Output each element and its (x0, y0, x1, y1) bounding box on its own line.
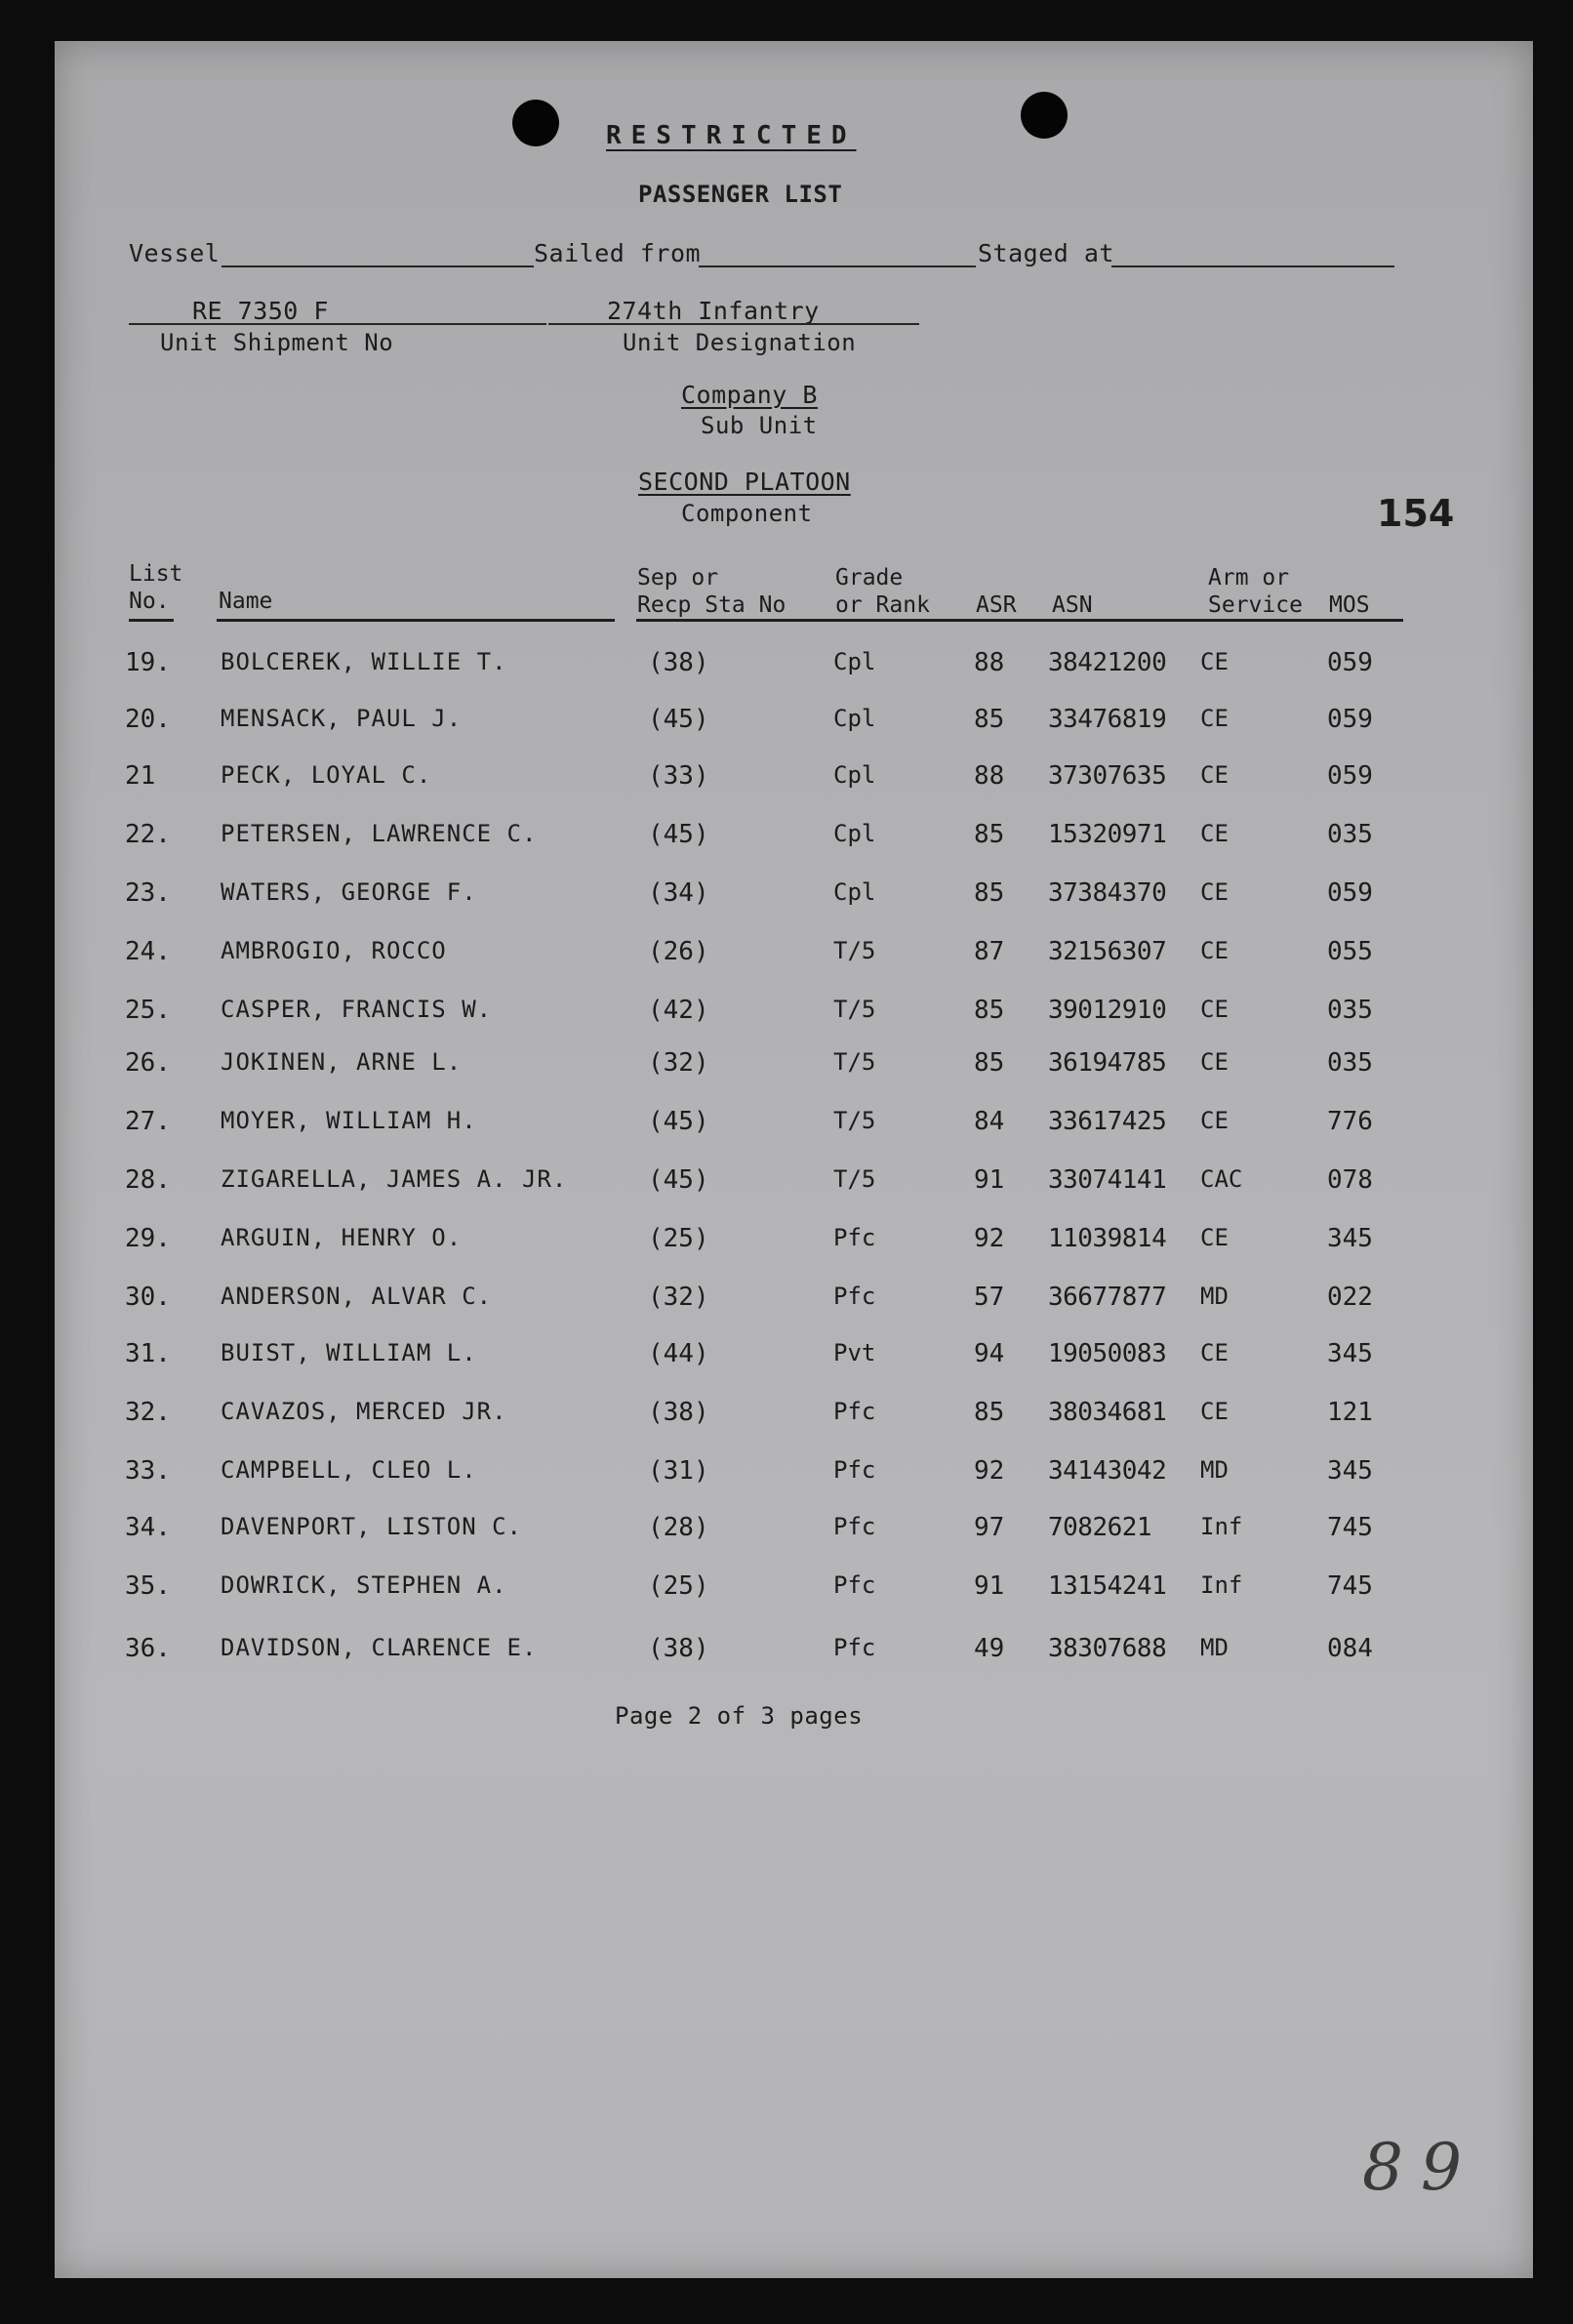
cell-arm: Inf (1200, 1571, 1243, 1599)
cell-asn: 36194785 (1048, 1048, 1167, 1078)
header-asn: ASN (1052, 592, 1093, 618)
header-rule-list (129, 619, 174, 622)
table-row (55, 1339, 1533, 1372)
cell-name: DAVENPORT, LISTON C. (221, 1513, 522, 1540)
header-grade-rank: Grade or Rank (835, 565, 930, 618)
cell-arm: CE (1200, 878, 1229, 906)
table-row (55, 1571, 1533, 1605)
table-row (55, 996, 1533, 1029)
cell-asr: 49 (974, 1634, 1005, 1663)
component-value: SECOND PLATOON (638, 468, 851, 496)
table-row (55, 761, 1533, 795)
unit-designation-line (548, 323, 919, 325)
punch-hole-right (1021, 92, 1068, 139)
cell-arm: CE (1200, 1339, 1229, 1366)
cell-no: 35. (125, 1571, 171, 1601)
staged-at-blank (1111, 265, 1394, 267)
cell-sta: (31) (648, 1456, 709, 1486)
cell-arm: CE (1200, 1107, 1229, 1134)
cell-name: AMBROGIO, ROCCO (221, 937, 447, 964)
page-number-stamp: 154 (1377, 492, 1455, 535)
header-rule-name (217, 619, 615, 622)
cell-rank: Cpl (833, 761, 876, 789)
cell-rank: Pfc (833, 1513, 876, 1540)
cell-rank: T/5 (833, 1048, 876, 1076)
cell-sta: (38) (648, 1398, 709, 1427)
cell-arm: MD (1200, 1456, 1229, 1484)
cell-arm: CAC (1200, 1165, 1243, 1193)
cell-mos: 078 (1327, 1165, 1373, 1195)
cell-mos: 776 (1327, 1107, 1373, 1136)
cell-sta: (25) (648, 1571, 709, 1601)
cell-asn: 38307688 (1048, 1634, 1167, 1663)
cell-sta: (32) (648, 1283, 709, 1312)
cell-mos: 035 (1327, 820, 1373, 849)
cell-sta: (38) (648, 1634, 709, 1663)
cell-asr: 57 (974, 1283, 1005, 1312)
cell-no: 19. (125, 648, 171, 677)
cell-mos: 022 (1327, 1283, 1373, 1312)
cell-asr: 85 (974, 996, 1005, 1025)
cell-sta: (44) (648, 1339, 709, 1368)
header-rule-rest (636, 619, 1403, 622)
cell-sta: (45) (648, 1165, 709, 1195)
cell-arm: CE (1200, 761, 1229, 789)
cell-name: ZIGARELLA, JAMES A. JR. (221, 1165, 568, 1193)
cell-rank: Cpl (833, 878, 876, 906)
cell-asn: 11039814 (1048, 1224, 1167, 1253)
cell-asr: 85 (974, 1048, 1005, 1078)
cell-mos: 059 (1327, 648, 1373, 677)
cell-mos: 059 (1327, 761, 1373, 791)
header-sep-recp-sta: Sep or Recp Sta No (637, 565, 786, 618)
cell-rank: Pfc (833, 1283, 876, 1310)
cell-asr: 92 (974, 1456, 1005, 1486)
component-label: Component (681, 500, 813, 527)
cell-sta: (45) (648, 1107, 709, 1136)
cell-asr: 85 (974, 1398, 1005, 1427)
cell-asr: 92 (974, 1224, 1005, 1253)
cell-no: 33. (125, 1456, 171, 1486)
table-row (55, 648, 1533, 681)
document-page (55, 41, 1533, 2278)
cell-mos: 035 (1327, 1048, 1373, 1078)
sailed-from-blank (699, 265, 976, 267)
header-list-no: List No. (129, 561, 183, 614)
cell-no: 30. (125, 1283, 171, 1312)
table-row (55, 1283, 1533, 1316)
sub-unit-label: Sub Unit (701, 412, 818, 439)
cell-no: 21 (125, 761, 156, 791)
cell-name: BUIST, WILLIAM L. (221, 1339, 477, 1366)
cell-rank: Cpl (833, 648, 876, 675)
cell-sta: (33) (648, 761, 709, 791)
table-row (55, 878, 1533, 912)
cell-name: ANDERSON, ALVAR C. (221, 1283, 493, 1310)
cell-mos: 059 (1327, 878, 1373, 908)
cell-sta: (34) (648, 878, 709, 908)
cell-asr: 88 (974, 761, 1005, 791)
cell-arm: Inf (1200, 1513, 1243, 1540)
cell-no: 34. (125, 1513, 171, 1542)
cell-asn: 37384370 (1048, 878, 1167, 908)
cell-name: PECK, LOYAL C. (221, 761, 432, 789)
cell-mos: 055 (1327, 937, 1373, 966)
unit-shipment-no-label: Unit Shipment No (160, 329, 394, 356)
cell-rank: Cpl (833, 820, 876, 847)
cell-no: 32. (125, 1398, 171, 1427)
cell-name: JOKINEN, ARNE L. (221, 1048, 463, 1076)
cell-arm: CE (1200, 648, 1229, 675)
cell-no: 28. (125, 1165, 171, 1195)
sub-unit-value: Company B (681, 381, 818, 409)
cell-asr: 85 (974, 820, 1005, 849)
cell-asn: 37307635 (1048, 761, 1167, 791)
table-row (55, 1165, 1533, 1199)
cell-arm: CE (1200, 820, 1229, 847)
cell-asn: 36677877 (1048, 1283, 1167, 1312)
cell-asn: 7082621 (1048, 1513, 1152, 1542)
cell-rank: T/5 (833, 937, 876, 964)
cell-name: DAVIDSON, CLARENCE E. (221, 1634, 538, 1661)
header-mos: MOS (1329, 592, 1370, 618)
cell-rank: Pfc (833, 1398, 876, 1425)
cell-no: 31. (125, 1339, 171, 1368)
cell-rank: Pfc (833, 1456, 876, 1484)
cell-name: PETERSEN, LAWRENCE C. (221, 820, 538, 847)
cell-mos: 345 (1327, 1456, 1373, 1486)
table-row (55, 1634, 1533, 1667)
cell-mos: 345 (1327, 1339, 1373, 1368)
cell-sta: (25) (648, 1224, 709, 1253)
table-row (55, 937, 1533, 970)
cell-no: 20. (125, 705, 171, 734)
cell-rank: T/5 (833, 996, 876, 1023)
cell-arm: CE (1200, 1398, 1229, 1425)
cell-no: 23. (125, 878, 171, 908)
cell-mos: 059 (1327, 705, 1373, 734)
cell-rank: Pfc (833, 1634, 876, 1661)
cell-asn: 19050083 (1048, 1339, 1167, 1368)
cell-name: DOWRICK, STEPHEN A. (221, 1571, 507, 1599)
classification-heading: RESTRICTED (606, 121, 857, 150)
unit-designation-value: 274th Infantry (607, 297, 820, 325)
page-footer: Page 2 of 3 pages (615, 1702, 864, 1730)
cell-mos: 121 (1327, 1398, 1373, 1427)
cell-name: CASPER, FRANCIS W. (221, 996, 493, 1023)
cell-name: MENSACK, PAUL J. (221, 705, 463, 732)
cell-mos: 084 (1327, 1634, 1373, 1663)
cell-rank: T/5 (833, 1165, 876, 1193)
cell-mos: 745 (1327, 1571, 1373, 1601)
vessel-label: Vessel (129, 239, 221, 267)
cell-sta: (28) (648, 1513, 709, 1542)
cell-asr: 88 (974, 648, 1005, 677)
sailed-from-label: Sailed from (534, 239, 702, 267)
cell-arm: MD (1200, 1634, 1229, 1661)
cell-arm: CE (1200, 937, 1229, 964)
cell-asr: 97 (974, 1513, 1005, 1542)
table-row (55, 1224, 1533, 1257)
cell-name: ARGUIN, HENRY O. (221, 1224, 463, 1251)
cell-rank: Pfc (833, 1224, 876, 1251)
cell-asn: 33476819 (1048, 705, 1167, 734)
unit-shipment-no-line (129, 323, 546, 325)
cell-asr: 87 (974, 937, 1005, 966)
cell-sta: (32) (648, 1048, 709, 1078)
cell-rank: Pfc (833, 1571, 876, 1599)
cell-asn: 15320971 (1048, 820, 1167, 849)
cell-sta: (38) (648, 648, 709, 677)
table-row (55, 1513, 1533, 1546)
cell-sta: (26) (648, 937, 709, 966)
table-row (55, 1107, 1533, 1140)
table-row (55, 1398, 1533, 1431)
cell-name: BOLCEREK, WILLIE T. (221, 648, 507, 675)
cell-asn: 34143042 (1048, 1456, 1167, 1486)
cell-asr: 84 (974, 1107, 1005, 1136)
cell-asn: 13154241 (1048, 1571, 1167, 1601)
cell-name: CAVAZOS, MERCED JR. (221, 1398, 507, 1425)
cell-mos: 345 (1327, 1224, 1373, 1253)
cell-no: 24. (125, 937, 171, 966)
cell-no: 25. (125, 996, 171, 1025)
cell-asn: 38421200 (1048, 648, 1167, 677)
cell-no: 22. (125, 820, 171, 849)
vessel-blank (222, 265, 534, 267)
cell-asn: 33617425 (1048, 1107, 1167, 1136)
cell-asn: 32156307 (1048, 937, 1167, 966)
cell-name: CAMPBELL, CLEO L. (221, 1456, 477, 1484)
cell-asn: 33074141 (1048, 1165, 1167, 1195)
cell-rank: T/5 (833, 1107, 876, 1134)
cell-arm: CE (1200, 705, 1229, 732)
unit-designation-label: Unit Designation (623, 329, 857, 356)
cell-no: 26. (125, 1048, 171, 1078)
cell-sta: (42) (648, 996, 709, 1025)
cell-rank: Pvt (833, 1339, 876, 1366)
cell-mos: 745 (1327, 1513, 1373, 1542)
header-name: Name (219, 589, 273, 614)
cell-arm: CE (1200, 1224, 1229, 1251)
cell-asr: 85 (974, 705, 1005, 734)
cell-mos: 035 (1327, 996, 1373, 1025)
cell-no: 27. (125, 1107, 171, 1136)
cell-no: 36. (125, 1634, 171, 1663)
cell-asr: 94 (974, 1339, 1005, 1368)
document-title: PASSENGER LIST (638, 181, 843, 208)
cell-rank: Cpl (833, 705, 876, 732)
punch-hole-left (512, 100, 559, 146)
header-asr: ASR (976, 592, 1017, 618)
handwritten-note: 89 (1362, 2130, 1479, 2205)
cell-arm: CE (1200, 1048, 1229, 1076)
cell-no: 29. (125, 1224, 171, 1253)
header-arm-service: Arm or Service (1208, 565, 1303, 618)
cell-asr: 85 (974, 878, 1005, 908)
cell-asr: 91 (974, 1571, 1005, 1601)
table-row (55, 705, 1533, 738)
table-row (55, 1048, 1533, 1081)
table-row (55, 820, 1533, 853)
cell-arm: CE (1200, 996, 1229, 1023)
cell-name: MOYER, WILLIAM H. (221, 1107, 477, 1134)
cell-name: WATERS, GEORGE F. (221, 878, 477, 906)
unit-shipment-no-value: RE 7350 F (192, 297, 329, 325)
table-row (55, 1456, 1533, 1489)
cell-asr: 91 (974, 1165, 1005, 1195)
cell-sta: (45) (648, 705, 709, 734)
cell-sta: (45) (648, 820, 709, 849)
cell-asn: 38034681 (1048, 1398, 1167, 1427)
cell-asn: 39012910 (1048, 996, 1167, 1025)
staged-at-label: Staged at (978, 239, 1114, 267)
cell-arm: MD (1200, 1283, 1229, 1310)
